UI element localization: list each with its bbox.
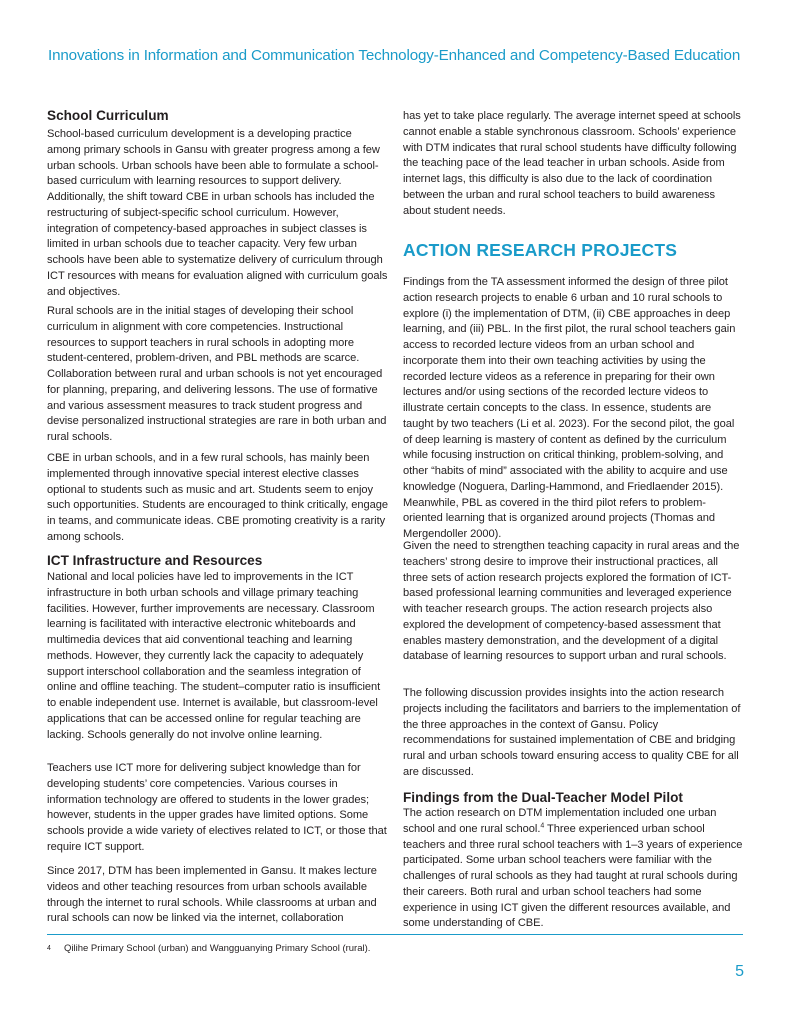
ict-paragraph-3: Since 2017, DTM has been implemented in Gansu. It makes lecture videos and other teaching resources from urban schools available through the internet to rural schools. While classrooms at urban and rural schools can now be linked via the internet, collaboration: [47, 865, 377, 925]
school-curriculum-heading: School Curriculum: [47, 108, 169, 123]
footnote: [47, 943, 743, 955]
running-header: Innovations in Information and Communication Technology-Enhanced and Competency-Based Education: [48, 47, 741, 64]
footnote-text: Qilihe Primary School (urban) and Wangguanying Primary School (rural).: [64, 943, 371, 954]
action-research-paragraph-3: The following discussion provides insights into the action research projects including the facilitators and barriers to the implementation of the three approaches in the context of Gansu. Policy recommendations for sustained implementation of CBE and bridging rural and urban schools toward ensuring access to quality CBE for all are discussed.: [403, 687, 741, 778]
ict-paragraph-1: National and local policies have led to improvements in the ICT infrastructure in both urban schools and village primary teaching facilities. However, further improvements are necessary. Classroom learning is facilitated with interactive electronic whiteboards and multimedia devices that aid conventional teaching and learning methods. However, they currently lack the capacity to adequately support interschool collaboration and the seamless integration of online and offline teaching. The student–computer ratio is insufficient to enable independent use. Internet is available, but classroom-level applications that can be accessed online for regular teaching are lacking. Schools generally do not involve online learning.: [47, 571, 381, 741]
dtm-text-part-1: The action research on DTM implementation included one urban school and one rural school.: [403, 807, 717, 835]
continued-paragraph: has yet to take place regularly. The average internet speed at schools cannot enable a stable synchronous classroom. Schools’ experience with DTM indicates that rural school students have difficulty following the teaching pace of the lead teacher in urban schools. Aside from internet lags, this difficulty is also due to the lack of coordination between the urban and rural school teachers to build awareness about student needs.: [403, 110, 741, 217]
footnote-reference: 4: [540, 822, 545, 830]
action-research-paragraph-2: Given the need to strengthen teaching capacity in rural areas and the teachers’ strong desire to improve their instructional practices, all three sets of action research projects explored the formation of ICT-based professional learning communities and leveraged experience with teacher research groups. The action research projects also explored the development of competency-based assessment that enables mastery demonstration, and the development of a digital database of learning resources to support urban and rural schools.: [403, 540, 740, 663]
school-curriculum-paragraph-3: CBE in urban schools, and in a few rural schools, has mainly been implemented through innovative special interest elective classes optional to students such as music and art. Students seem to enjoy such opportunities. Students are encouraged to think critically, engage in teams, and communicate ideas. CBE promoting creativity is a rarity among schools.: [47, 452, 388, 543]
dual-teacher-model-paragraph: [403, 806, 744, 932]
action-research-paragraph-1: Findings from the TA assessment informed the design of three pilot action research projects to enable 6 urban and 10 rural schools to explore (i) the implementation of DTM, (ii) CBE approaches in deep learning, and (iii) PBL. In the first pilot, the rural school teachers gain access to recorded lecture videos from an urban school and incorporate them into their own teaching activities by using the recorded lecture videos as a reference in preparing for their own lectures and/or using sections of the recorded lecture videos to illustrate certain concepts to the class. In essence, students are taught by two teachers (Li et al. 2023). For the second pilot, the goal of deep learning is mastery of content as defined by the curriculum while focusing instruction on critical thinking, problem-solving, and other “habits of mind” associated with the ability to acquire and use knowledge (Noguera, Darling-Hammond, and Friedlaender 2015). Meanwhile, PBL as covered in the third pilot refers to problem-oriented learning that is organized around projects (Thomas and Mergendoller 2000).: [403, 276, 736, 540]
school-curriculum-paragraph-2: Rural schools are in the initial stages of developing their school curriculum in alignment with core competencies. Instructional resources to support teachers in rural schools in adopting more student-centered, problem-driven, and PBL methods are scarce. Collaboration between rural and urban schools is not yet encouraged for planning, preparing, and delivering lessons. The use of formative and various assessment measures to track student progress and devise personalized instructional strategies are rare in both urban and rural schools.: [47, 305, 387, 443]
ict-paragraph-2: Teachers use ICT more for delivering subject knowledge than for developing students’ core competencies. Various courses in information technology are offered to students in the lower grades; however, students in the upper grades have limited options. Some schools provide a wide variety of electives related to ICT, or those that require ICT support.: [47, 762, 387, 853]
page-number: 5: [735, 963, 744, 980]
dtm-text-part-2: Three experienced urban school teachers and three rural school teachers with 1–3 years of experience participated. Some urban school teachers were familiar with the challenges of rural schools as they had taught at rural schools during their careers. Both rural and urban school teachers had some experience in using ICT given the different resources available, and some understanding of CBE.: [403, 822, 743, 930]
dual-teacher-model-heading: Findings from the Dual-Teacher Model Pilot: [403, 790, 683, 805]
school-curriculum-paragraph-1: School-based curriculum development is a developing practice among primary schools in Gansu with greater progress among a few urban schools. Urban schools have been able to formulate a school-based curriculum with learning resources to support delivery. Additionally, the shift toward CBE in urban schools has included the restructuring of subject-specific school curriculum. However, integration of competency-based approaches in subject classes is limited in urban schools due to teacher capacity. Very few urban schools have been able to systematize delivery of curriculum through ICT resources with means for evaluation aligned with curriculum goals and objectives.: [47, 128, 388, 298]
footnote-divider: [47, 934, 743, 935]
action-research-heading: ACTION RESEARCH PROJECTS: [403, 240, 678, 260]
ict-infrastructure-heading: ICT Infrastructure and Resources: [47, 553, 263, 568]
footnote-number: 4: [47, 945, 51, 952]
